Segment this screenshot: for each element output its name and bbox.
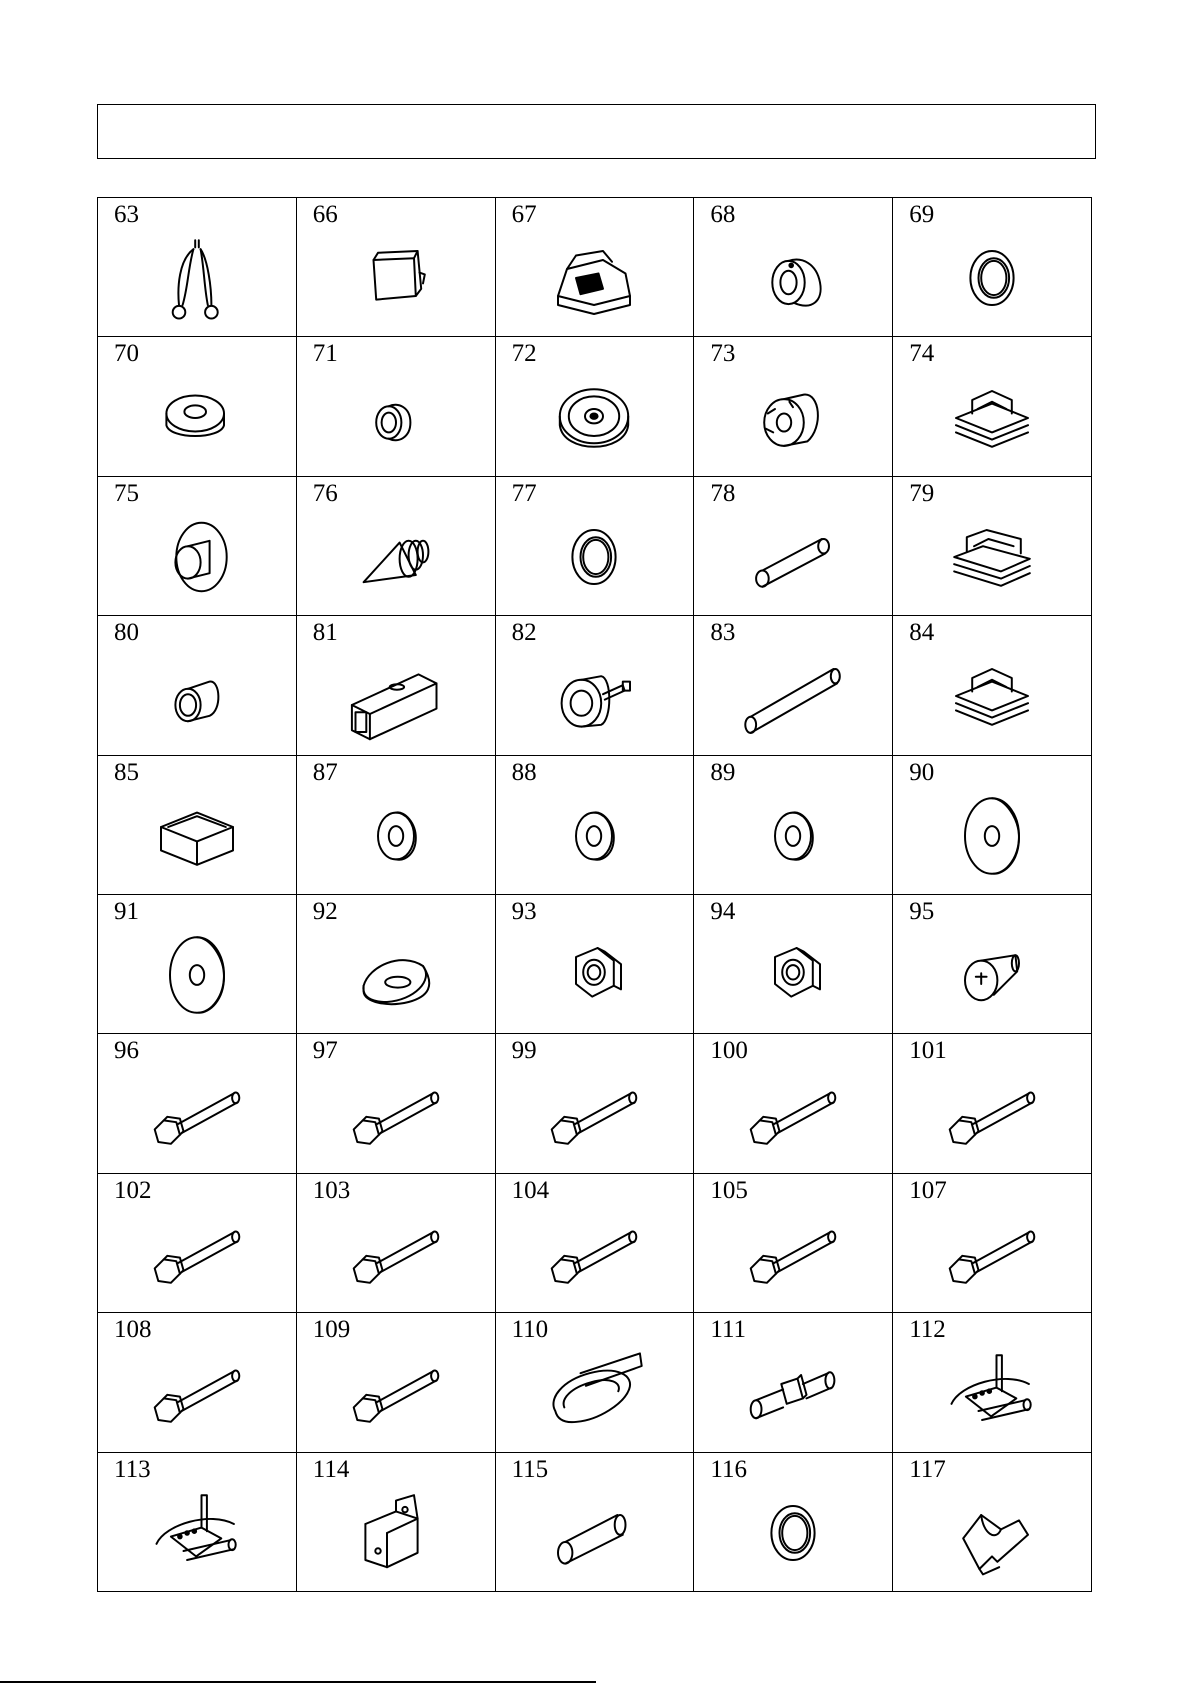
grommet-icon (738, 1488, 848, 1578)
part-number: 70 (114, 340, 139, 368)
part-number: 87 (312, 758, 338, 786)
part-number: 101 (909, 1037, 947, 1065)
part-number: 107 (909, 1176, 947, 1204)
part-number: 97 (312, 1037, 338, 1065)
part-number: 104 (511, 1176, 550, 1204)
part-cell (297, 477, 496, 616)
part-number: 83 (710, 619, 736, 647)
part-number: 73 (710, 340, 736, 368)
part-cell (893, 1313, 1092, 1452)
part-cell (98, 616, 297, 755)
part-number: 89 (710, 758, 736, 786)
part-cell (694, 477, 893, 616)
part-cell (297, 616, 496, 755)
nut-icon (738, 930, 848, 1020)
part-cell (297, 1453, 496, 1592)
part-number: 99 (511, 1037, 537, 1065)
short-tube-icon (738, 512, 848, 602)
square-tube-plug-icon (937, 373, 1047, 463)
spacer-sleeve-icon (142, 651, 252, 741)
part-cell (694, 198, 893, 337)
part-cell (496, 1034, 695, 1173)
part-number: 117 (909, 1455, 946, 1483)
rectangular-plug-icon (937, 512, 1047, 602)
washer-icon (341, 791, 451, 881)
foot-pad-icon (539, 233, 649, 323)
part-number: 95 (909, 897, 935, 925)
washer-icon (738, 791, 848, 881)
hex-bolt-icon (341, 1209, 451, 1299)
part-number: 113 (114, 1455, 151, 1483)
square-cap-icon (142, 791, 252, 881)
clip-icon (937, 1488, 1047, 1578)
flanged-bushing-icon (738, 233, 848, 323)
square-tube-plug-icon (937, 651, 1047, 741)
part-number: 111 (710, 1316, 747, 1344)
part-cell (694, 756, 893, 895)
curved-washer-icon (341, 930, 451, 1020)
large-washer-icon (937, 791, 1047, 881)
part-cell (98, 477, 297, 616)
pop-pin-bracket-icon (142, 1488, 252, 1578)
countersunk-bolt-icon (937, 930, 1047, 1020)
part-number: 96 (114, 1037, 139, 1065)
part-number: 108 (114, 1316, 152, 1344)
pop-pin-bracket-icon (937, 1348, 1047, 1438)
hex-bolt-icon (142, 1070, 252, 1160)
washer-icon (539, 791, 649, 881)
part-cell (893, 756, 1092, 895)
part-cell (98, 1034, 297, 1173)
part-cell (893, 895, 1092, 1034)
part-cell (496, 895, 695, 1034)
part-cell (496, 198, 695, 337)
part-number: 92 (312, 897, 338, 925)
part-number: 68 (710, 201, 736, 228)
nut-icon (539, 930, 649, 1020)
part-number: 69 (909, 201, 935, 228)
header-box (97, 104, 1096, 159)
part-cell (297, 198, 496, 337)
part-number: 74 (909, 340, 935, 368)
u-bracket-icon (341, 1488, 451, 1578)
part-cell (297, 895, 496, 1034)
part-number: 102 (114, 1176, 152, 1204)
part-cell (98, 1313, 297, 1452)
hex-bolt-icon (341, 1070, 451, 1160)
part-number: 88 (511, 758, 537, 786)
small-bushing-icon (341, 373, 451, 463)
part-cell (496, 1313, 695, 1452)
part-number: 93 (511, 897, 537, 925)
part-number: 115 (511, 1455, 549, 1483)
part-number: 81 (312, 619, 338, 647)
part-number: 82 (511, 619, 537, 647)
part-cell (694, 895, 893, 1034)
part-cell (694, 1034, 893, 1173)
part-number: 84 (909, 619, 935, 647)
part-cell (496, 337, 695, 476)
tube-sleeve-icon (539, 1488, 649, 1578)
part-number: 80 (114, 619, 139, 647)
part-number: 79 (909, 479, 935, 507)
part-cell (694, 1313, 893, 1452)
part-number: 76 (312, 479, 338, 507)
grommet-icon (937, 233, 1047, 323)
hex-bolt-icon (341, 1348, 451, 1438)
part-cell (496, 616, 695, 755)
part-number: 66 (312, 201, 338, 228)
part-number: 110 (511, 1316, 549, 1344)
part-number: 90 (909, 758, 935, 786)
part-cell (893, 477, 1092, 616)
part-cell (297, 1313, 496, 1452)
part-cell (98, 198, 297, 337)
part-cell (893, 1034, 1092, 1173)
part-cell (694, 1174, 893, 1313)
hex-bolt-icon (738, 1209, 848, 1299)
part-number: 112 (909, 1316, 946, 1344)
part-cell (98, 337, 297, 476)
part-cell (98, 756, 297, 895)
part-number: 67 (511, 201, 537, 228)
part-cell (893, 616, 1092, 755)
part-number: 85 (114, 758, 139, 786)
large-washer-icon (142, 930, 252, 1020)
thick-washer-icon (142, 373, 252, 463)
part-number: 116 (710, 1455, 747, 1483)
part-cell (98, 1453, 297, 1592)
part-number: 77 (511, 479, 537, 507)
loop-strap-icon (539, 1348, 649, 1438)
part-number: 72 (511, 340, 537, 368)
part-cell (893, 198, 1092, 337)
part-cell (893, 337, 1092, 476)
part-cell (694, 337, 893, 476)
part-number: 71 (312, 340, 338, 368)
part-cell (297, 1034, 496, 1173)
part-cell (893, 1453, 1092, 1592)
hex-bolt-icon (142, 1348, 252, 1438)
part-number: 100 (710, 1037, 748, 1065)
footer-rule (0, 1681, 596, 1683)
part-number: 105 (710, 1176, 748, 1204)
part-cell (496, 1174, 695, 1313)
part-cell (496, 477, 695, 616)
part-number: 114 (312, 1455, 350, 1483)
hex-bolt-icon (539, 1070, 649, 1160)
cone-stop-icon (341, 512, 451, 602)
part-number: 78 (710, 479, 736, 507)
roller-icon (738, 373, 848, 463)
part-cell (297, 337, 496, 476)
hex-bolt-icon (738, 1070, 848, 1160)
part-number: 91 (114, 897, 139, 925)
part-cell (98, 895, 297, 1034)
hex-bolt-icon (142, 1209, 252, 1299)
part-cell (694, 616, 893, 755)
part-number: 103 (312, 1176, 351, 1204)
part-cell (98, 1174, 297, 1313)
part-cell (496, 1453, 695, 1592)
part-number: 75 (114, 479, 139, 507)
pulley-icon (539, 373, 649, 463)
part-cell (694, 1453, 893, 1592)
end-cap-icon (341, 233, 451, 323)
axle-shaft-icon (738, 1348, 848, 1438)
hex-bolt-icon (539, 1209, 649, 1299)
part-number: 63 (114, 201, 139, 228)
part-number: 94 (710, 897, 736, 925)
part-cell (297, 1174, 496, 1313)
part-cell (496, 756, 695, 895)
square-tube-icon (341, 651, 451, 741)
part-cell (893, 1174, 1092, 1313)
long-tube-icon (738, 651, 848, 741)
grommet-icon (539, 512, 649, 602)
flanged-sleeve-icon (142, 512, 252, 602)
hex-bolt-icon (937, 1070, 1047, 1160)
hex-bolt-icon (937, 1209, 1047, 1299)
adjustment-knob-icon (539, 651, 649, 741)
parts-grid (97, 197, 1092, 1592)
rope-handle-icon (142, 233, 252, 323)
part-number: 109 (312, 1316, 351, 1344)
part-cell (297, 756, 496, 895)
